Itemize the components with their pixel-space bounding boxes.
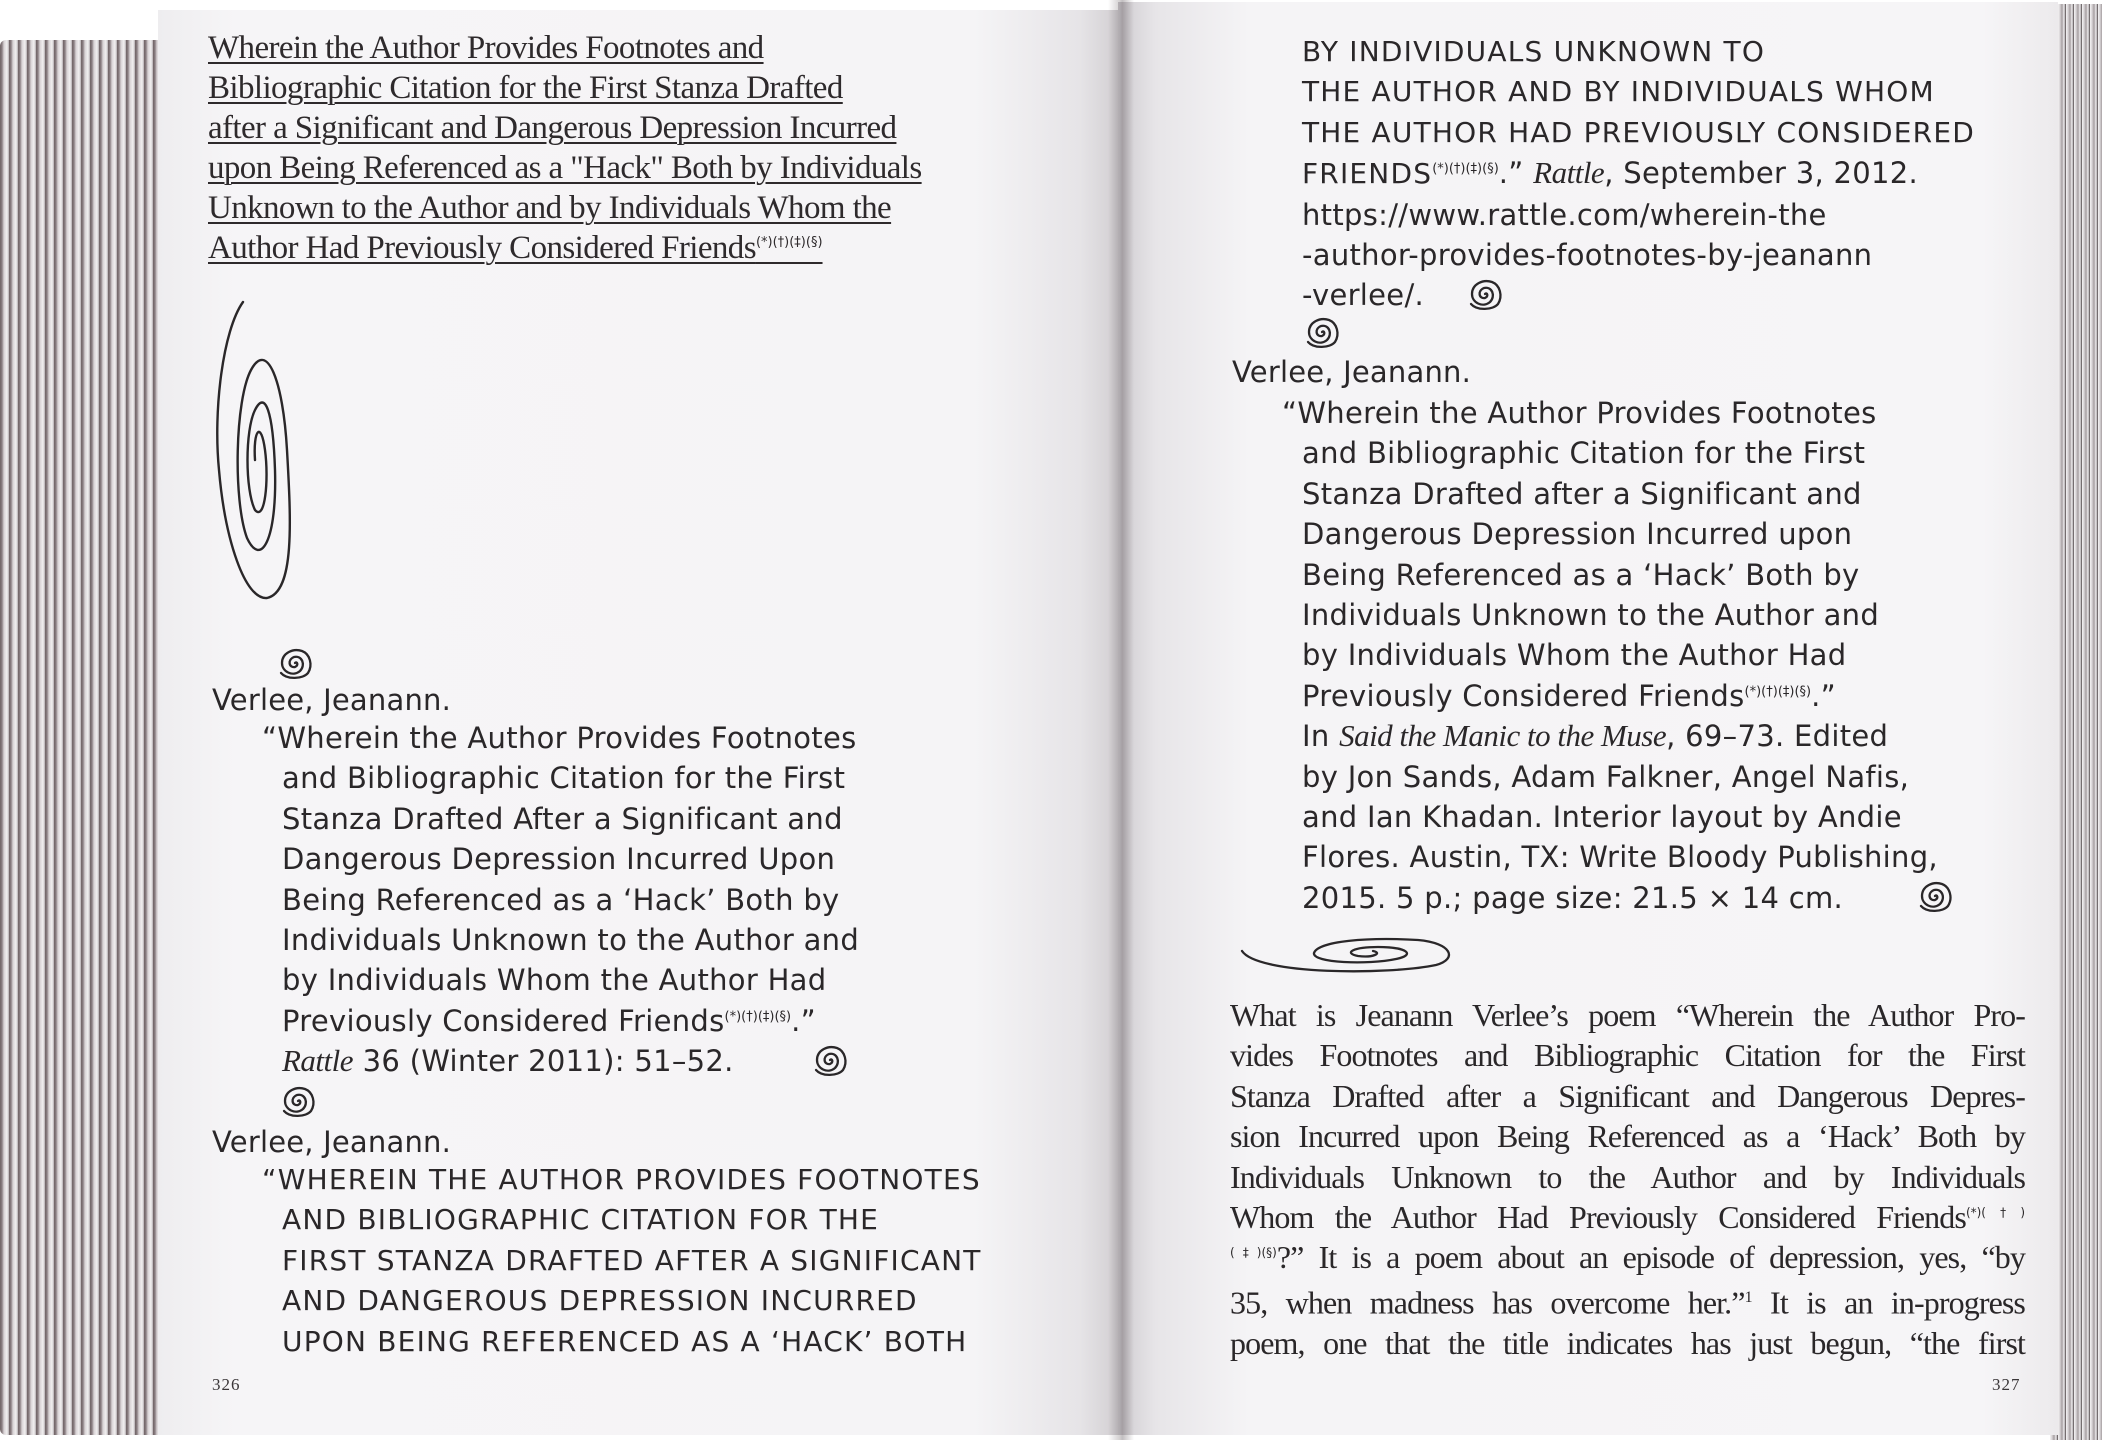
prose-line — [1230, 1278, 2025, 1323]
page-number-right: 327 — [1992, 1375, 2021, 1394]
entry-line: Individuals Unknown to the Author and — [1302, 598, 1880, 633]
entry-line: by Individuals Whom the Author Had — [1302, 638, 1847, 673]
left-page-stack — [0, 40, 160, 1435]
vertical-spiral-icon — [215, 300, 295, 605]
entry-line: THE AUTHOR AND BY INDIVIDUALS WHOM — [1302, 75, 1935, 109]
entry-line — [282, 1041, 1022, 1081]
book-gutter — [1108, 0, 1134, 1440]
prose-line-text: 35, when madness has overcome her.” — [1230, 1284, 1745, 1321]
entry-line: THE AUTHOR HAD PREVIOUSLY CONSIDERED — [1302, 115, 1975, 149]
entry-line — [1302, 676, 2042, 716]
footnote-marks: (*)(†) — [1965, 1205, 2025, 1220]
book-title: Said the Manic to the Muse — [1339, 718, 1667, 754]
entry-line: Stanza Drafted After a Significant and — [282, 801, 843, 836]
prose-line: What is Jeanann Verlee’s poem “Wherein the Author Pro- — [1230, 997, 2025, 1033]
prose-line: vides Footnotes and Bibliographic Citation for the First — [1230, 1037, 2025, 1074]
entry-line: Dangerous Depression Incurred Upon — [282, 842, 836, 877]
close-quote: .” — [791, 1003, 816, 1038]
entry-line — [282, 1001, 1022, 1041]
title-line: upon Being Referenced as a "Hack" Both by Individuals — [208, 150, 922, 186]
entry-line: “Wherein the Author Provides Footnotes — [262, 721, 857, 755]
prose-line — [1230, 1237, 2025, 1277]
prose-line: poem, one that the title indicates has just begun, “the first — [1230, 1324, 2025, 1361]
prose-line-text: It is an in-progress — [1751, 1284, 2025, 1321]
citation-entry-2 — [262, 1160, 1042, 1362]
footnote-marks: (‡)(§) — [1230, 1245, 1277, 1260]
entry-line: “Wherein the Author Provides Footnotes — [1282, 396, 1877, 430]
entry-line: Flores. Austin, TX: Write Bloody Publishing, — [1302, 840, 1938, 875]
entry-author: Verlee, Jeanann. — [212, 683, 452, 717]
entry-line: and Bibliographic Citation for the First — [1302, 436, 1866, 471]
prose-line — [1230, 1197, 2025, 1237]
citation-url: https://www.rattle.com/wherein-the — [1302, 197, 1827, 232]
entry-line: and Bibliographic Citation for the First — [282, 761, 846, 796]
spiral-glyph-icon — [1465, 276, 1505, 312]
footnote-marks: (*)(†)(‡)(§) — [1744, 684, 1812, 700]
entry-line: FIRST STANZA DRAFTED AFTER A SIGNIFICANT — [282, 1243, 982, 1277]
title-line: Bibliographic Citation for the First Stanza Drafted — [208, 70, 843, 106]
entry-line — [1302, 716, 2042, 756]
journal-title: Rattle — [282, 1043, 354, 1079]
entry-line: Dangerous Depression Incurred upon — [1302, 517, 1853, 552]
entry-line-text: Previously Considered Friends — [282, 1003, 725, 1038]
entry-line-text: FRIENDS — [1302, 157, 1433, 191]
entry-line: 2015. 5 p.; page size: 21.5 × 14 cm. — [1302, 880, 1844, 915]
prose-line-text: Whom the Author Had Previously Considered Friends — [1230, 1199, 1966, 1236]
entry-line: Being Referenced as a ‘Hack’ Both by — [1302, 557, 1860, 592]
entry-line: AND DANGEROUS DEPRESSION INCURRED — [282, 1284, 918, 1318]
entry-line: by Jon Sands, Adam Falkner, Angel Nafis, — [1302, 759, 1910, 794]
citation-detail: 36 (Winter 2011): 51–52. — [353, 1044, 734, 1079]
footnote-marks: (*)(†)(‡)(§) — [724, 1009, 792, 1025]
entry-line: AND BIBLIOGRAPHIC CITATION FOR THE — [282, 1203, 880, 1237]
entry-line: UPON BEING REFERENCED AS A ‘HACK’ BOTH — [282, 1324, 968, 1358]
entry-author: Verlee, Jeanann. — [1232, 355, 1472, 389]
prose-line: sion Incurred upon Being Referenced as a ‘Hack’ Both by — [1230, 1118, 2025, 1155]
horizontal-spiral-icon — [1238, 935, 1456, 977]
footnote-marks: (*)(†)(‡)(§) — [755, 235, 823, 250]
spiral-glyph-icon — [275, 645, 315, 681]
spiral-glyph-icon — [278, 1083, 318, 1119]
entry-line: by Individuals Whom the Author Had — [282, 963, 827, 998]
citation-date: , September 3, 2012. — [1604, 156, 1919, 191]
in-prefix: In — [1302, 719, 1340, 754]
close-quote: .” — [1498, 156, 1534, 191]
entry-line: and Ian Khadan. Interior layout by Andie — [1302, 800, 1902, 835]
prose-line: Individuals Unknown to the Author and by Individuals — [1230, 1158, 2025, 1195]
entry-line: Individuals Unknown to the Author and — [282, 923, 860, 958]
citation-entry-2-continued — [1302, 32, 2042, 316]
footnote-marks: (*)(†)(‡)(§) — [1432, 161, 1499, 177]
prose-line: Stanza Drafted after a Significant and Dangerous Depres- — [1230, 1077, 2025, 1114]
title-line: Unknown to the Author and by Individuals Whom the — [208, 190, 892, 226]
spiral-glyph-icon — [1302, 314, 1342, 350]
prose-paragraph — [1230, 995, 2025, 1363]
citation-url: -verlee/. — [1302, 278, 1425, 313]
entry-line-text: , 69–73. Edited — [1666, 719, 1889, 754]
citation-entry-1 — [262, 718, 1022, 1082]
close-quote: .” — [1811, 678, 1836, 713]
title-line-text: Author Had Previously Considered Friends — [208, 230, 756, 266]
citation-entry-3 — [1282, 393, 2042, 918]
title-line: after a Significant and Dangerous Depression Incurred — [208, 110, 897, 146]
spiral-glyph-icon — [810, 1042, 850, 1078]
entry-author: Verlee, Jeanann. — [212, 1125, 452, 1159]
page-number-left: 326 — [212, 1375, 241, 1394]
entry-line: Stanza Drafted after a Significant and — [1302, 476, 1862, 511]
entry-line-text: Previously Considered Friends — [1302, 678, 1745, 713]
footnote-reference: 1 — [1744, 1288, 1752, 1306]
poem-title — [208, 28, 1008, 268]
entry-line: Being Referenced as a ‘Hack’ Both by — [282, 882, 840, 917]
entry-line — [1302, 153, 2042, 194]
title-line-last — [208, 228, 1008, 268]
prose-line-text: ?” It is a poem about an episode of depression, yes, “by — [1276, 1239, 2025, 1276]
entry-line: “WHEREIN THE AUTHOR PROVIDES FOOTNOTES — [262, 1163, 981, 1196]
citation-url: -author-provides-footnotes-by-jeanann — [1302, 238, 1873, 273]
entry-line: BY INDIVIDUALS UNKNOWN TO — [1302, 35, 1766, 68]
title-line: Wherein the Author Provides Footnotes and — [208, 30, 764, 66]
spiral-glyph-icon — [1915, 878, 1955, 914]
journal-title: Rattle — [1533, 155, 1605, 191]
